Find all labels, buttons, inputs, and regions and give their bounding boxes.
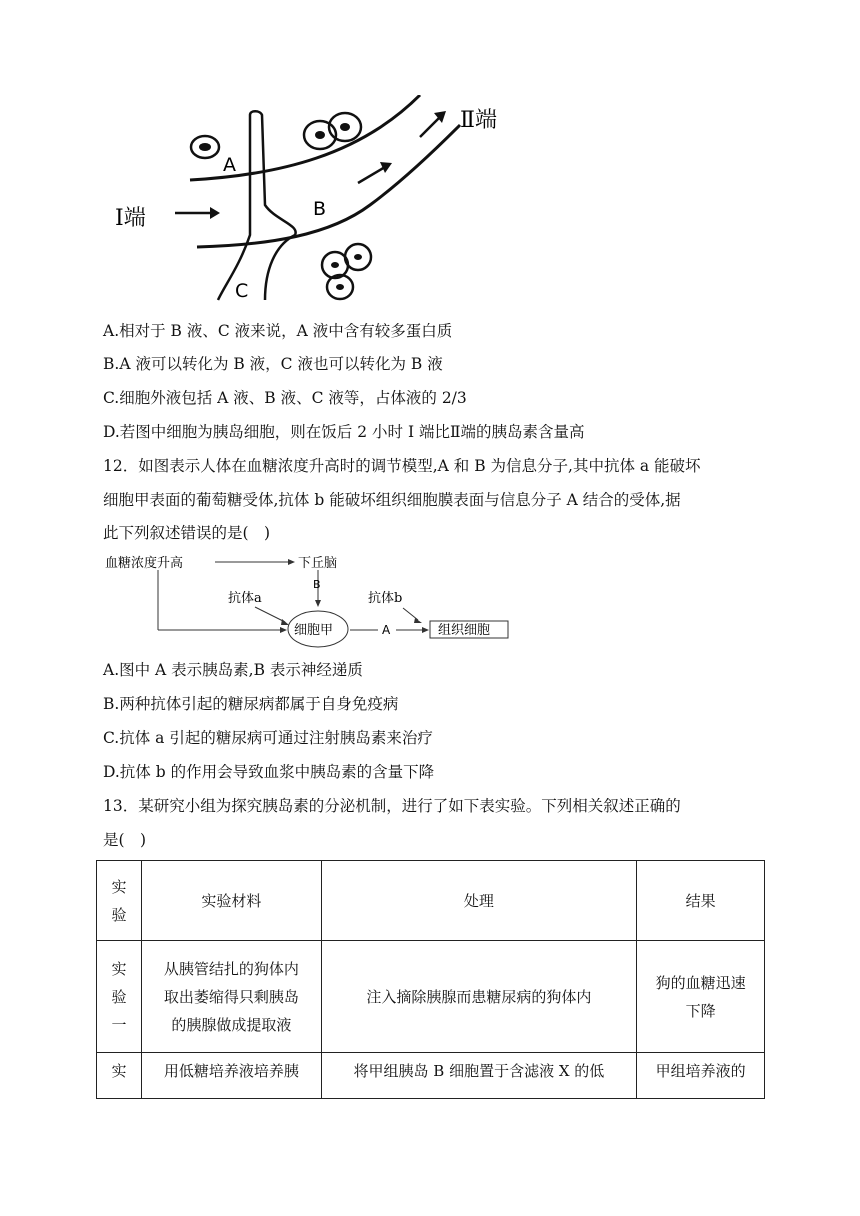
q13-stem-line-2: 是( ) [103,831,147,849]
q12-stem-line-1: 12．如图表示人体在血糖浓度升高时的调节模型,A 和 B 为信息分子,其中抗体 a 能破坏 [103,457,701,475]
diagram-glucose-rise: 血糖浓度升高 [105,556,184,571]
q12-option-a: A.图中 A 表示胰岛素,B 表示神经递质 [103,661,363,679]
body-fluid-figure [100,95,520,310]
q12-option-b: B.两种抗体引起的糖尿病都属于自身免疫病 [103,695,399,713]
table-header-cell: 实验材料 [141,861,321,941]
table-cell: 从胰管结扎的狗体内 取出萎缩得只剩胰岛 的胰腺做成提取液 [141,941,321,1053]
table-header-cell: 结果 [637,861,765,941]
tissue-cells-lower [322,244,371,299]
lymph-capillary-left [218,115,250,300]
diagram-antibody-b: 抗体b [368,591,403,606]
experiment-table [96,860,765,1099]
q12-option-d: D.抗体 b 的作用会导致血浆中胰岛素的含量下降 [103,763,435,781]
vessel-lower-wall [197,125,460,247]
table-header-row [97,861,765,941]
label-a: A [223,154,236,176]
flow-arrow-right [420,111,446,137]
q12-stem-line-2: 细胞甲表面的葡萄糖受体,抗体 b 能破坏组织细胞膜表面与信息分子 A 结合的受体,据 [103,491,681,509]
table-cell: 将甲组胰岛 B 细胞置于含滤液 X 的低 [321,1053,636,1099]
table-cell: 甲组培养液的 [637,1053,765,1099]
diagram-cell-jia: 细胞甲 [294,623,334,638]
lymph-capillary-right [250,111,296,300]
table-row [97,1053,765,1099]
table-cell: 实 验 一 [97,941,142,1053]
table-cell: 狗的血糖迅速 下降 [637,941,765,1053]
q11-option-d: D.若图中细胞为胰岛细胞，则在饭后 2 小时 I 端比Ⅱ端的胰岛素含量高 [103,423,585,441]
q11-option-c: C.细胞外液包括 A 液、B 液、C 液等，占体液的 2/3 [103,389,467,407]
table-cell: 用低糖培养液培养胰 [141,1053,321,1099]
glucose-regulation-diagram [100,550,520,655]
table-cell: 注入摘除胰腺而患糖尿病的狗体内 [321,941,636,1053]
table-row [97,941,765,1053]
flow-arrow-middle [358,162,392,183]
label-end-ii: Ⅱ端 [460,108,497,133]
q12-option-c: C.抗体 a 引起的糖尿病可通过注射胰岛素来治疗 [103,729,433,747]
label-b: B [313,198,327,220]
diagram-antibody-a: 抗体a [228,591,262,606]
table-cell: 实 [97,1053,142,1099]
label-c: C [235,280,249,302]
q12-stem-line-3: 此下列叙述错误的是( ) [103,524,271,542]
q11-option-a: A.相对于 B 液、C 液来说，A 液中含有较多蛋白质 [103,322,453,340]
diagram-a: A [382,623,391,637]
flow-arrow-left [175,207,220,219]
label-end-i: Ⅰ端 [115,206,146,231]
diagram-b: B [313,578,321,591]
tissue-cell-left [191,136,219,158]
diagram-tissue-cell: 组织细胞 [438,623,491,638]
q11-option-b: B.A 液可以转化为 B 液，C 液也可以转化为 B 液 [103,355,443,373]
table-header-cell: 实 验 [97,861,142,941]
q13-stem-line-1: 13．某研究小组为探究胰岛素的分泌机制，进行了如下表实验。下列相关叙述正确的 [103,797,681,815]
diagram-hypothalamus: 下丘脑 [298,556,338,571]
table-header-cell: 处理 [321,861,636,941]
